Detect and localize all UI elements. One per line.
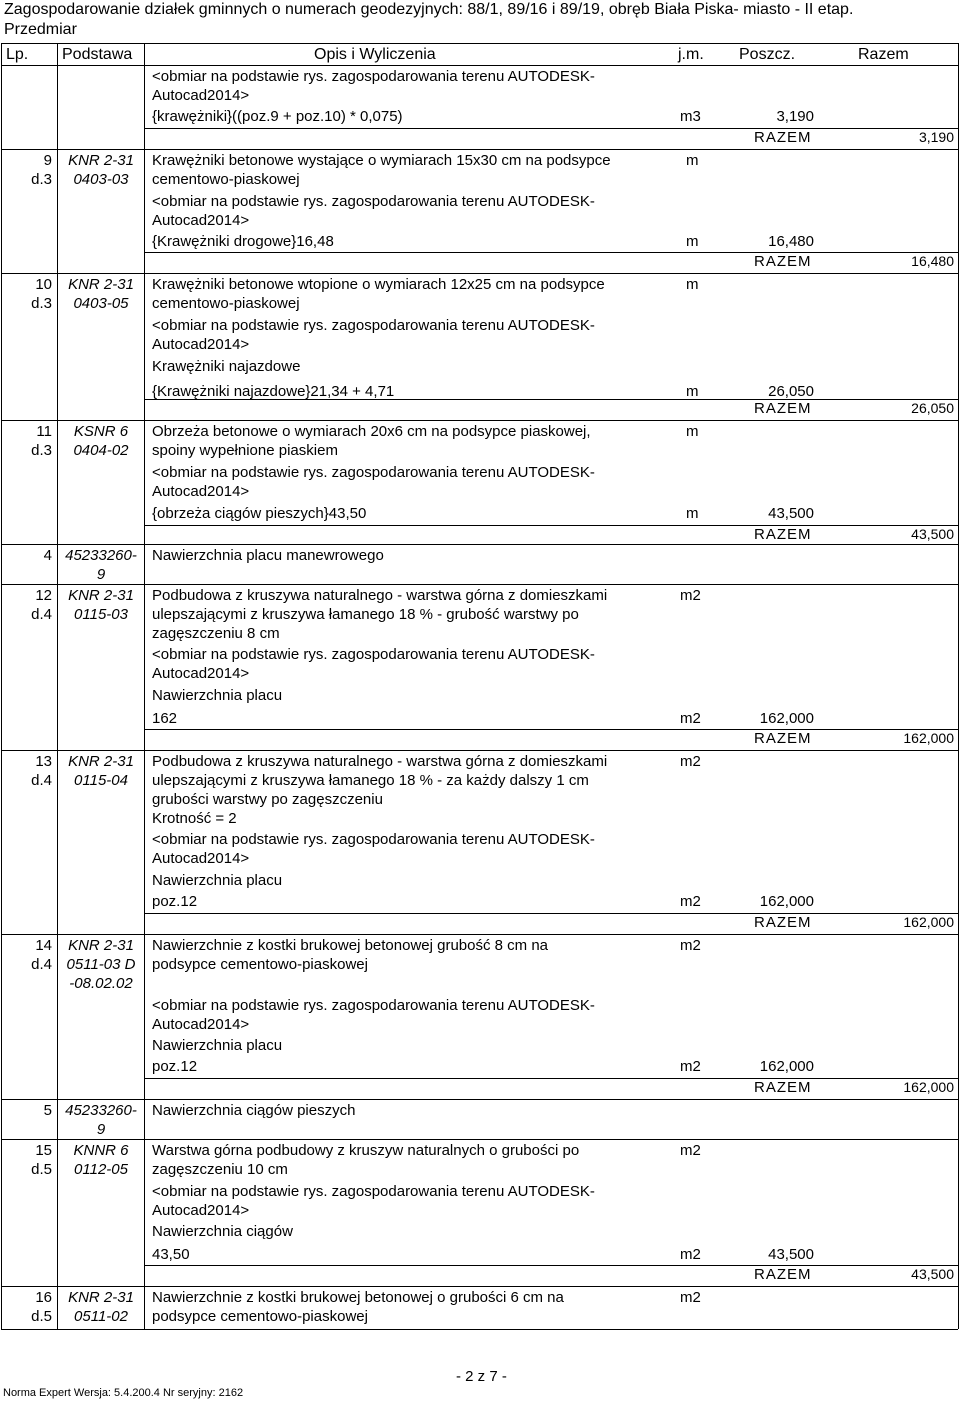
col-line-podstawa	[144, 43, 145, 1329]
line-label: Krawężniki najazdowe	[152, 358, 301, 375]
line-autocad: Autocad2014>	[152, 1202, 250, 1219]
lp-number: 11	[36, 423, 52, 440]
item-description: Krawężniki betonowe wystające o wymiarach 15x30 cm na podsypce	[152, 152, 611, 169]
line-calc: 162	[152, 710, 178, 727]
item-description: Warstwa górna podbudowy z kruszyw naturalnych o grubości po	[152, 1142, 580, 1159]
unit: m2	[680, 1289, 701, 1306]
line-obmiar: <obmiar na podstawie rys. zagospodarowania terenu AUTODESK-	[152, 831, 595, 848]
podstawa-code: KNR 2-31	[68, 1289, 134, 1306]
line-obmiar: <obmiar na podstawie rys. zagospodarowania terenu AUTODESK-	[152, 1183, 595, 1200]
section-title: Nawierzchnia ciągów pieszych	[152, 1102, 356, 1119]
unit: m	[686, 233, 699, 250]
line-obmiar: <obmiar na podstawie rys. zagospodarowania terenu AUTODESK-	[152, 317, 595, 334]
item-description: Podbudowa z kruszywa naturalnego - warstwa górna z domieszkami	[152, 753, 608, 770]
line-calc: poz.12	[152, 1058, 198, 1075]
item-description: Nawierzchnie z kostki brukowej betonowej o grubości 6 cm na	[152, 1289, 564, 1306]
title-line-1: Zagospodarowanie działek gminnych o numerach geodezyjnych: 88/1, 89/16 i 89/19, obręb Biała Piska- miasto - II etap.	[4, 1, 854, 18]
item-description: Krawężniki betonowe wtopione o wymiarach 12x25 cm na podsypce	[152, 276, 605, 293]
unit: m2	[680, 753, 701, 770]
razem-value: 162,000	[903, 914, 954, 930]
header-razem: Razem	[858, 46, 909, 63]
item-description: podsypce cementowo-piaskowej	[152, 956, 368, 973]
header-podstawa: Podstawa	[62, 46, 133, 63]
item-description: grubości warstwy po zagęszczeniu	[152, 791, 383, 808]
razem-label: RAZEM	[754, 914, 812, 931]
poszcz-value: 26,050	[768, 383, 814, 400]
software-footer: Norma Expert Wersja: 5.4.200.4 Nr seryjny: 2162	[3, 1387, 244, 1399]
unit: m	[686, 276, 699, 293]
line-calc: poz.12	[152, 893, 198, 910]
row-border	[1, 544, 958, 545]
section-code-suffix: 9	[96, 566, 106, 583]
lp-division: d.5	[31, 1308, 52, 1325]
row-border	[1, 584, 958, 585]
razem-value: 16,480	[911, 253, 954, 269]
row-border	[1, 750, 958, 751]
lp-division: d.4	[31, 956, 52, 973]
unit: m3	[680, 108, 701, 125]
row-border	[1, 1139, 958, 1140]
line-calc: 43,50	[152, 1246, 190, 1263]
line-autocad: Autocad2014>	[152, 87, 250, 104]
podstawa-code: KNNR 6	[73, 1142, 129, 1159]
item-description: Podbudowa z kruszywa naturalnego - warstwa górna z domieszkami	[152, 587, 608, 604]
razem-row	[144, 252, 958, 271]
row-border	[1, 1099, 958, 1100]
razem-value: 162,000	[903, 730, 954, 746]
unit: m2	[680, 1142, 701, 1159]
podstawa-number: 0403-05	[73, 295, 129, 312]
razem-label: RAZEM	[754, 730, 812, 747]
unit: m	[686, 152, 699, 169]
unit: m	[686, 423, 699, 440]
podstawa-number: 0511-02	[74, 1308, 128, 1325]
item-description: spoiny wypełnione piaskiem	[152, 442, 338, 459]
lp-number: 9	[43, 152, 52, 169]
item-description: cementowo-piaskowej	[152, 295, 300, 312]
section-code: 45233260-	[65, 1102, 137, 1119]
row-border	[1, 273, 958, 274]
line-obmiar: <obmiar na podstawie rys. zagospodarowania terenu AUTODESK-	[152, 646, 595, 663]
section-number: 4	[43, 547, 52, 564]
razem-label: RAZEM	[754, 526, 812, 543]
line-calc: {krawężniki}((poz.9 + poz.10) * 0,075)	[152, 108, 403, 125]
lp-division: d.3	[31, 171, 52, 188]
poszcz-value: 162,000	[759, 893, 814, 910]
unit: m2	[680, 1246, 701, 1263]
line-autocad: Autocad2014>	[152, 1016, 250, 1033]
poszcz-value: 43,500	[768, 505, 814, 522]
section-title: Nawierzchnia placu manewrowego	[152, 547, 384, 564]
lp-number: 12	[35, 587, 52, 604]
item-description: Obrzeża betonowe o wymiarach 20x6 cm na podsypce piaskowej,	[152, 423, 591, 440]
podstawa-code: KNR 2-31	[68, 587, 134, 604]
podstawa-number-suffix: -08.02.02	[69, 975, 133, 992]
header-opis: Opis i Wyliczenia	[314, 46, 436, 63]
razem-row	[144, 128, 958, 147]
lp-number: 16	[35, 1289, 52, 1306]
col-line-right	[958, 43, 959, 1329]
line-obmiar: <obmiar na podstawie rys. zagospodarowania terenu AUTODESK-	[152, 68, 595, 85]
line-calc: {Krawężniki najazdowe}21,34 + 4,71	[152, 383, 395, 400]
podstawa-number: 0404-02	[73, 442, 129, 459]
razem-row	[144, 1078, 958, 1097]
razem-label: RAZEM	[754, 129, 812, 146]
lp-number: 13	[35, 753, 52, 770]
lp-division: d.5	[31, 1161, 52, 1178]
podstawa-code: KNR 2-31	[68, 152, 134, 169]
podstawa-number: 0112-05	[74, 1161, 128, 1178]
item-description: Nawierzchnie z kostki brukowej betonowej grubość 8 cm na	[152, 937, 549, 954]
line-autocad: Autocad2014>	[152, 850, 250, 867]
podstawa-code: KSNR 6	[73, 423, 129, 440]
line-calc: {Krawężniki drogowe}16,48	[152, 233, 334, 250]
razem-row	[144, 913, 958, 932]
lp-number: 10	[35, 276, 52, 293]
razem-label: RAZEM	[754, 253, 812, 270]
poszcz-value: 162,000	[759, 710, 814, 727]
line-autocad: Autocad2014>	[152, 212, 250, 229]
row-border	[1, 1286, 958, 1287]
line-calc: {obrzeża ciągów pieszych}43,50	[152, 505, 367, 522]
table-bottom-border	[1, 1329, 958, 1330]
razem-value: 3,190	[918, 129, 954, 145]
razem-value: 162,000	[903, 1079, 954, 1095]
lp-number: 15	[35, 1142, 52, 1159]
line-autocad: Autocad2014>	[152, 336, 250, 353]
section-code-suffix: 9	[96, 1121, 106, 1138]
unit: m2	[680, 893, 701, 910]
line-autocad: Autocad2014>	[152, 483, 250, 500]
poszcz-value: 3,190	[776, 108, 814, 125]
unit: m2	[680, 937, 701, 954]
podstawa-code: KNR 2-31	[68, 276, 134, 293]
podstawa-number: 0115-03	[74, 606, 128, 623]
line-obmiar: <obmiar na podstawie rys. zagospodarowania terenu AUTODESK-	[152, 464, 595, 481]
lp-division: d.4	[31, 772, 52, 789]
razem-label: RAZEM	[754, 400, 812, 417]
razem-value: 26,050	[911, 400, 954, 416]
razem-row	[144, 525, 958, 544]
unit: m	[686, 505, 699, 522]
row-border	[1, 149, 958, 150]
item-description: zagęszczeniu 8 cm	[152, 625, 280, 642]
item-description: podsypce cementowo-piaskowej	[152, 1308, 368, 1325]
item-description: zagęszczeniu 10 cm	[152, 1161, 288, 1178]
razem-label: RAZEM	[754, 1266, 812, 1283]
lp-number: 14	[35, 937, 52, 954]
row-border	[1, 934, 958, 935]
podstawa-code: KNR 2-31	[68, 937, 134, 954]
title-line-2: Przedmiar	[4, 21, 77, 38]
poszcz-value: 16,480	[768, 233, 814, 250]
section-code: 45233260-	[65, 547, 137, 564]
podstawa-number: 0403-03	[73, 171, 129, 188]
header-lp: Lp.	[6, 46, 29, 63]
page-number: - 2 z 7 -	[456, 1368, 507, 1385]
razem-value: 43,500	[911, 526, 954, 542]
razem-row	[144, 729, 958, 748]
col-line-left	[1, 43, 2, 1329]
line-obmiar: <obmiar na podstawie rys. zagospodarowania terenu AUTODESK-	[152, 997, 595, 1014]
header-jm: j.m.	[678, 46, 704, 63]
poszcz-value: 43,500	[768, 1246, 814, 1263]
item-description: cementowo-piaskowej	[152, 171, 300, 188]
item-description: ulepszającymi z kruszywa łamanego 18 % - grubość warstwy po	[152, 606, 579, 623]
line-obmiar: <obmiar na podstawie rys. zagospodarowania terenu AUTODESK-	[152, 193, 595, 210]
razem-value: 43,500	[911, 1266, 954, 1282]
unit: m2	[680, 587, 701, 604]
item-multiplier: Krotność = 2	[152, 810, 237, 827]
section-number: 5	[43, 1102, 52, 1119]
unit: m	[686, 383, 699, 400]
row-border	[1, 420, 958, 421]
razem-row	[144, 1265, 958, 1284]
line-label: Nawierzchnia placu	[152, 872, 283, 889]
razem-label: RAZEM	[754, 1079, 812, 1096]
poszcz-value: 162,000	[759, 1058, 814, 1075]
lp-division: d.3	[31, 295, 52, 312]
item-description: ulepszającymi z kruszywa łamanego 18 % - za każdy dalszy 1 cm	[152, 772, 589, 789]
line-label: Nawierzchnia ciągów	[152, 1223, 293, 1240]
lp-division: d.3	[31, 442, 52, 459]
razem-row	[144, 399, 958, 418]
lp-division: d.4	[31, 606, 52, 623]
unit: m2	[680, 710, 701, 727]
line-label: Nawierzchnia placu	[152, 687, 283, 704]
unit: m2	[680, 1058, 701, 1075]
header-poszcz: Poszcz.	[739, 46, 796, 63]
line-autocad: Autocad2014>	[152, 665, 250, 682]
podstawa-code: KNR 2-31	[68, 753, 134, 770]
podstawa-number: 0115-04	[74, 772, 128, 789]
line-label: Nawierzchnia placu	[152, 1037, 283, 1054]
podstawa-number: 0511-03 D	[66, 956, 136, 973]
